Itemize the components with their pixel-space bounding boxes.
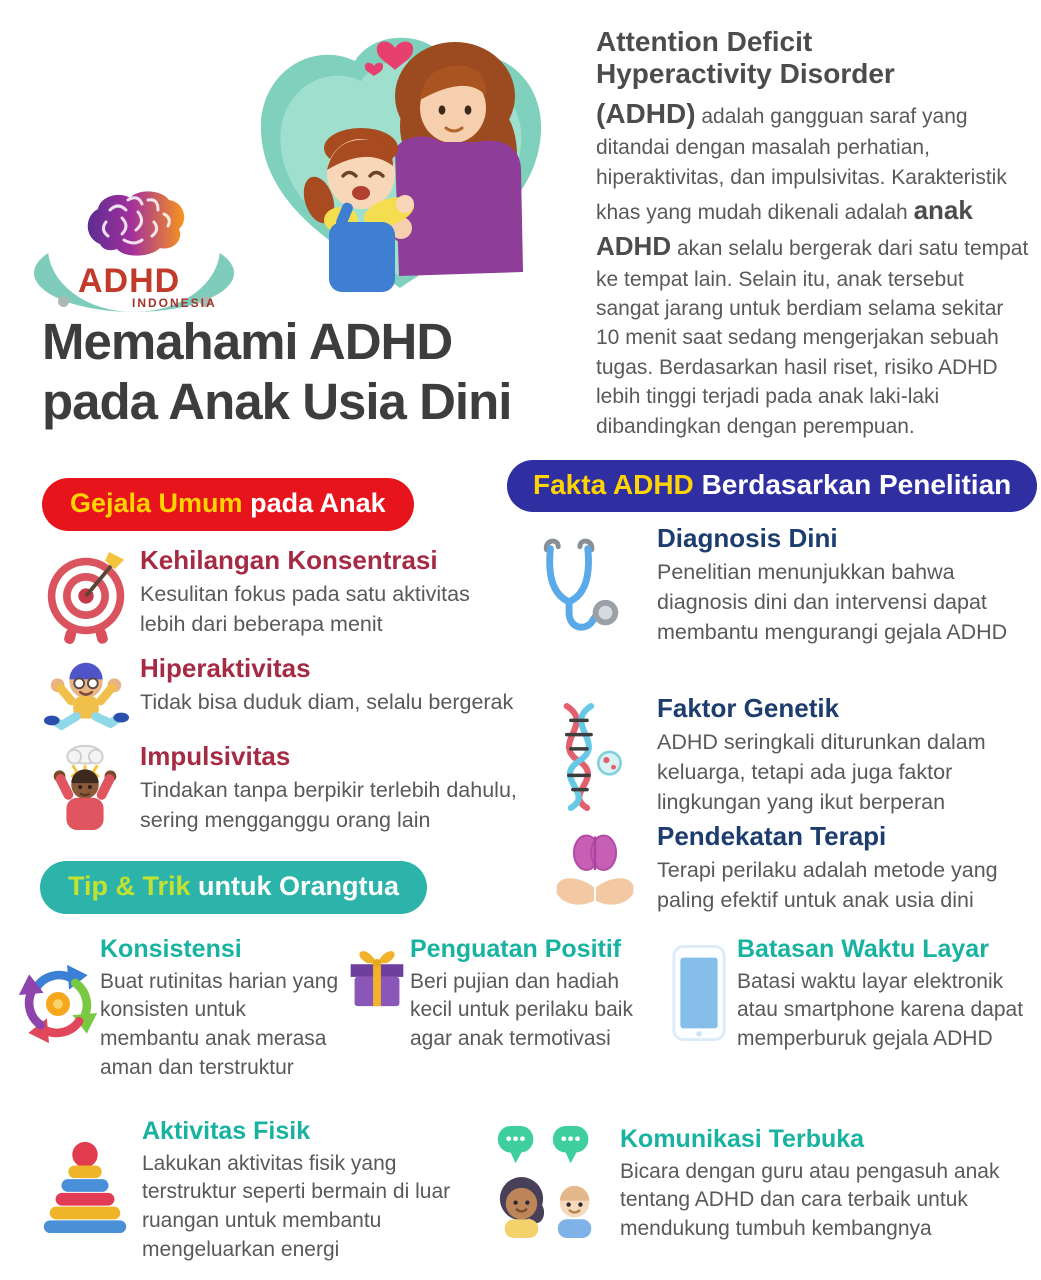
tip-title: Batasan Waktu Layar: [737, 935, 989, 963]
fact-item-genetik: [657, 694, 1041, 817]
intro-adhd-bold: (ADHD): [596, 97, 696, 129]
fact-item-terapi: [657, 822, 1041, 915]
facts-badge-rest: Berdasarkan Penelitian: [701, 469, 1012, 500]
gift-icon: [338, 934, 416, 1012]
symptom-desc: Tidak bisa duduk diam, selalu bergerak: [140, 689, 514, 714]
tips-badge-highlight: Tip & Trik: [68, 871, 191, 901]
symptom-item-impulsivitas: [140, 742, 600, 835]
impulsive-child-icon: [40, 742, 130, 832]
intro-block: [596, 26, 1032, 441]
page-title-line2: pada Anak Usia Dini: [42, 372, 512, 430]
target-icon: [42, 546, 130, 646]
symptom-title: Impulsivitas: [140, 741, 291, 771]
facts-badge-highlight: Fakta ADHD: [533, 469, 694, 500]
page-title-line1: Memahami ADHD: [42, 313, 453, 370]
tip-desc: Lakukan aktivitas fisik yang terstruktur seperti bermain di luar ruangan untuk membantu mengeluarkan energi: [142, 1151, 451, 1262]
logo-subtitle-text: INDONESIA: [132, 296, 217, 310]
tip-item-batasan: [737, 936, 1037, 1054]
fact-desc: Penelitian menunjukkan bahwa diagnosis dini dan intervensi dapat membantu mengurangi gejala ADHD: [657, 559, 1008, 644]
tip-desc: Buat rutinitas harian yang konsisten untuk membantu anak merasa aman dan terstruktur: [100, 969, 339, 1080]
cycle-arrows-icon: [12, 958, 104, 1050]
fact-desc: Terapi perilaku adalah metode yang paling efektif untuk anak usia dini: [657, 857, 998, 912]
dna-icon: [540, 700, 626, 812]
tip-title: Konsistensi: [100, 935, 242, 963]
tip-title: Komunikasi Terbuka: [620, 1125, 865, 1153]
tips-section-badge: [40, 861, 427, 914]
hyperactive-child-icon: [40, 652, 132, 742]
symptom-desc: Tindakan tanpa berpikir terlebih dahulu, sering mengganggu orang lain: [140, 777, 517, 832]
fact-desc: ADHD seringkali diturunkan dalam keluarga, tetapi ada juga faktor lingkungan yang ikut berperan: [657, 729, 986, 814]
mother-hugging-child-icon: [243, 4, 561, 300]
symptom-title: Hiperaktivitas: [140, 653, 311, 683]
symptom-item-konsentrasi: [140, 546, 540, 639]
intro-body-2: akan selalu bergerak dari satu tempat ke tempat lain. Selain itu, anak tersebut sangat jarang untuk berdiam selama sekitar 10 menit saat sedang mengerjakan sebuah tugas. Berdasarkan hasil riset, risiko ADHD lebih tinggi terjadi pada anak laki-laki dibandingkan dengan perempuan.: [596, 237, 1029, 438]
logo-dot-left: [58, 296, 69, 307]
intro-heading-line1: Attention Deficit: [596, 26, 813, 57]
tip-desc: Bicara dengan guru atau pengasuh anak tentang ADHD dan cara terbaik untuk mendukung tumbuh kembangnya: [620, 1159, 1000, 1241]
symptom-title: Kehilangan Konsentrasi: [140, 545, 438, 575]
fact-title: Diagnosis Dini: [657, 523, 838, 553]
symptom-item-hiperaktivitas: [140, 654, 580, 717]
logo-brand-text: ADHD: [78, 262, 181, 300]
fact-title: Faktor Genetik: [657, 693, 840, 723]
tip-title: Penguatan Positif: [410, 935, 622, 963]
intro-heading: [596, 26, 1032, 91]
intro-paragraph: [596, 94, 1032, 441]
intro-body-1: adalah gangguan saraf yang ditandai dengan masalah perhatian, hiperaktivitas, dan impulsivitas. Karakteristik khas yang mudah dikenali adalah: [596, 104, 1007, 224]
intro-inline-bold: anak ADHD: [596, 194, 973, 262]
fact-item-diagnosis: [657, 524, 1041, 647]
facts-section-badge: [507, 460, 1037, 512]
smartphone-icon: [672, 944, 726, 1042]
intro-heading-line2: Hyperactivity Disorder: [596, 58, 895, 90]
brain-logo-icon: [76, 188, 194, 270]
stacking-toy-icon: [36, 1138, 134, 1236]
tip-item-penguatan: [410, 936, 670, 1054]
tip-desc: Beri pujian dan hadiah kecil untuk perilaku baik agar anak termotivasi: [410, 969, 633, 1051]
tip-item-aktivitas: [142, 1118, 482, 1265]
tip-title: Aktivitas Fisik: [142, 1117, 311, 1145]
symptom-desc: Kesulitan fokus pada satu aktivitas lebih dari beberapa menit: [140, 581, 470, 636]
fact-title: Pendekatan Terapi: [657, 821, 887, 851]
tips-badge-rest: untuk Orangtua: [198, 871, 400, 901]
symptoms-section-badge: [42, 478, 414, 531]
adhd-indonesia-logo: [34, 178, 238, 318]
brain-in-hands-icon: [548, 824, 642, 916]
tip-item-konsistensi: [100, 936, 355, 1083]
tip-desc: Batasi waktu layar elektronik atau smartphone karena dapat memperburuk gejala ADHD: [737, 969, 1024, 1051]
stethoscope-icon: [524, 530, 624, 648]
page-title: [42, 312, 511, 431]
tip-item-komunikasi: [620, 1126, 1040, 1244]
symptoms-badge-rest: pada Anak: [250, 488, 386, 518]
talking-children-icon: [492, 1122, 606, 1238]
mother-child-illustration: [243, 4, 561, 300]
symptoms-badge-highlight: Gejala Umum: [70, 488, 243, 518]
